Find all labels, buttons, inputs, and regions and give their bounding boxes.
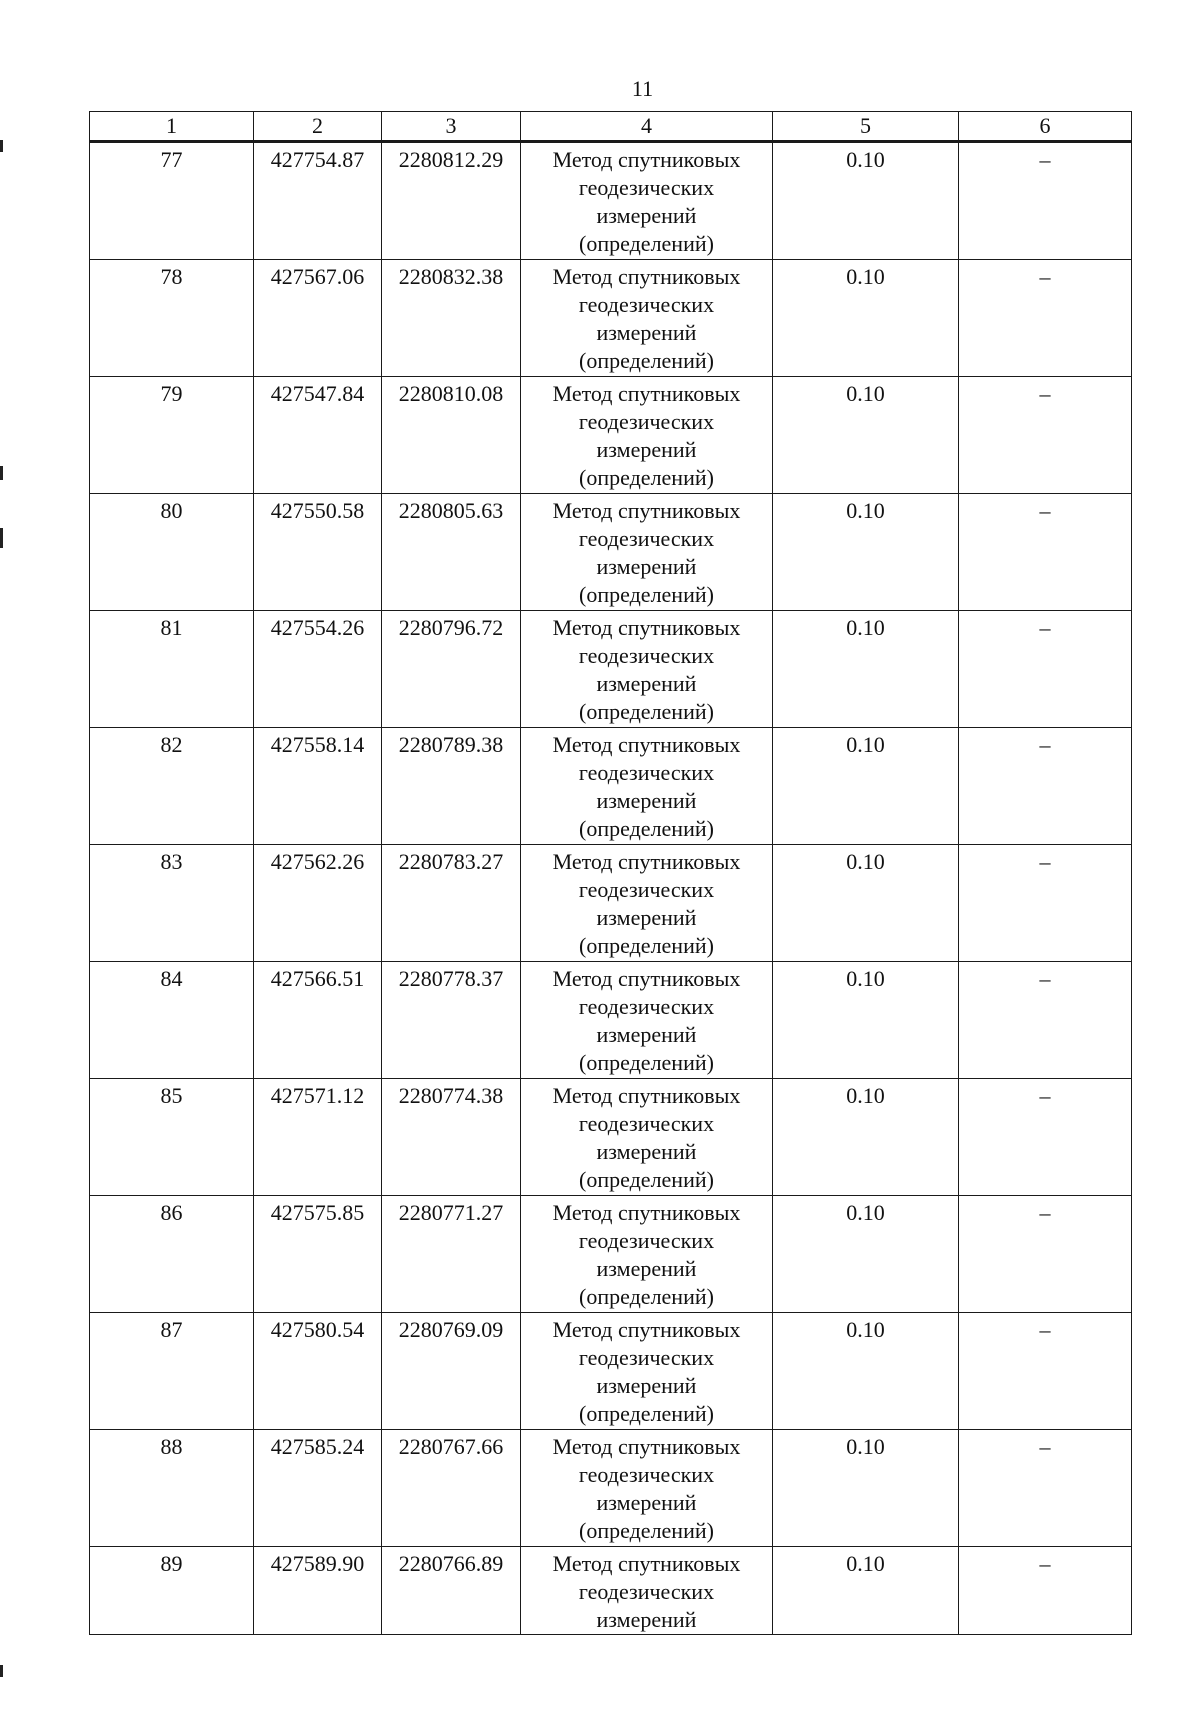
note-cell: – [959,1547,1132,1635]
method-cell [521,377,773,494]
method-line: измерений [596,1607,697,1632]
method-cell [521,142,773,260]
table-row [90,260,1132,377]
table-row [90,1547,1132,1635]
method-line: геодезических [578,1345,715,1370]
method-cell [521,1547,773,1635]
method-line: геодезических [578,1111,715,1136]
x-coordinate-cell: 427550.58 [254,494,382,611]
method-line: Метод спутниковых [552,381,741,406]
y-coordinate-cell: 2280767.66 [382,1430,521,1547]
x-coordinate-cell: 427566.51 [254,962,382,1079]
method-line: геодезических [578,1462,715,1487]
y-coordinate-cell: 2280783.27 [382,845,521,962]
point-number-cell: 78 [90,260,254,377]
method-line: Метод спутниковых [552,147,741,172]
y-coordinate-cell: 2280766.89 [382,1547,521,1635]
method-line: геодезических [578,292,715,317]
method-line: геодезических [578,1579,715,1604]
point-number-cell: 86 [90,1196,254,1313]
method-line: геодезических [578,409,715,434]
method-line: геодезических [578,1228,715,1253]
scan-artifact [0,1665,3,1677]
y-coordinate-cell: 2280771.27 [382,1196,521,1313]
column-header: 5 [773,112,959,142]
accuracy-cell: 0.10 [773,962,959,1079]
y-coordinate-cell: 2280769.09 [382,1313,521,1430]
method-cell [521,1430,773,1547]
x-coordinate-cell: 427562.26 [254,845,382,962]
note-cell: – [959,728,1132,845]
note-cell: – [959,142,1132,260]
accuracy-cell: 0.10 [773,1547,959,1635]
x-coordinate-cell: 427554.26 [254,611,382,728]
table-row [90,728,1132,845]
table-row [90,1430,1132,1547]
table-row [90,962,1132,1079]
point-number-cell: 84 [90,962,254,1079]
method-line: (определений) [579,1167,714,1192]
y-coordinate-cell: 2280774.38 [382,1079,521,1196]
x-coordinate-cell: 427547.84 [254,377,382,494]
y-coordinate-cell: 2280789.38 [382,728,521,845]
method-line: (определений) [579,699,714,724]
scan-artifact [0,528,3,548]
accuracy-cell: 0.10 [773,845,959,962]
point-number-cell: 88 [90,1430,254,1547]
note-cell: – [959,1313,1132,1430]
y-coordinate-cell: 2280832.38 [382,260,521,377]
method-cell [521,845,773,962]
method-line: измерений [596,671,697,696]
table-row [90,494,1132,611]
method-line: (определений) [579,933,714,958]
method-cell [521,260,773,377]
table-row [90,611,1132,728]
note-cell: – [959,1430,1132,1547]
method-line: (определений) [579,816,714,841]
column-header: 2 [254,112,382,142]
table-row [90,377,1132,494]
x-coordinate-cell: 427575.85 [254,1196,382,1313]
note-cell: – [959,1079,1132,1196]
x-coordinate-cell: 427754.87 [254,142,382,260]
scan-artifact [0,466,3,480]
x-coordinate-cell: 427571.12 [254,1079,382,1196]
method-line: (определений) [579,231,714,256]
coordinates-table [89,111,1132,1635]
method-cell [521,728,773,845]
accuracy-cell: 0.10 [773,260,959,377]
method-line: геодезических [578,877,715,902]
method-line: (определений) [579,1401,714,1426]
table-row [90,845,1132,962]
method-line: геодезических [578,175,715,200]
y-coordinate-cell: 2280796.72 [382,611,521,728]
accuracy-cell: 0.10 [773,1079,959,1196]
method-line: измерений [596,788,697,813]
method-cell [521,1196,773,1313]
method-line: измерений [596,320,697,345]
method-line: измерений [596,1490,697,1515]
point-number-cell: 81 [90,611,254,728]
method-line: Метод спутниковых [552,1434,741,1459]
point-number-cell: 89 [90,1547,254,1635]
method-line: измерений [596,554,697,579]
method-line: измерений [596,1256,697,1281]
method-line: Метод спутниковых [552,1083,741,1108]
method-line: измерений [596,905,697,930]
table-row [90,142,1132,260]
note-cell: – [959,377,1132,494]
x-coordinate-cell: 427567.06 [254,260,382,377]
y-coordinate-cell: 2280805.63 [382,494,521,611]
method-line: (определений) [579,1518,714,1543]
method-line: (определений) [579,582,714,607]
point-number-cell: 83 [90,845,254,962]
method-line: Метод спутниковых [552,966,741,991]
method-line: Метод спутниковых [552,1317,741,1342]
method-line: геодезических [578,760,715,785]
method-line: геодезических [578,994,715,1019]
note-cell: – [959,494,1132,611]
note-cell: – [959,260,1132,377]
method-line: (определений) [579,465,714,490]
x-coordinate-cell: 427589.90 [254,1547,382,1635]
point-number-cell: 79 [90,377,254,494]
point-number-cell: 87 [90,1313,254,1430]
column-header: 6 [959,112,1132,142]
accuracy-cell: 0.10 [773,1313,959,1430]
note-cell: – [959,845,1132,962]
table-row [90,1079,1132,1196]
method-line: геодезических [578,526,715,551]
method-line: измерений [596,1373,697,1398]
method-line: Метод спутниковых [552,732,741,757]
accuracy-cell: 0.10 [773,494,959,611]
y-coordinate-cell: 2280810.08 [382,377,521,494]
column-header: 4 [521,112,773,142]
method-line: Метод спутниковых [552,498,741,523]
table-row [90,1196,1132,1313]
method-line: (определений) [579,1050,714,1075]
method-cell [521,962,773,1079]
method-cell [521,494,773,611]
column-header: 1 [90,112,254,142]
column-header: 3 [382,112,521,142]
method-line: (определений) [579,1284,714,1309]
method-line: измерений [596,437,697,462]
note-cell: – [959,1196,1132,1313]
method-line: измерений [596,1022,697,1047]
method-line: Метод спутниковых [552,1551,741,1576]
method-cell [521,611,773,728]
method-line: геодезических [578,643,715,668]
method-line: измерений [596,203,697,228]
method-line: Метод спутниковых [552,615,741,640]
accuracy-cell: 0.10 [773,611,959,728]
point-number-cell: 80 [90,494,254,611]
table-row [90,1313,1132,1430]
accuracy-cell: 0.10 [773,377,959,494]
method-line: Метод спутниковых [552,849,741,874]
method-line: измерений [596,1139,697,1164]
method-line: Метод спутниковых [552,264,741,289]
method-line: (определений) [579,348,714,373]
table-body [90,142,1132,1635]
header-row [90,112,1132,142]
accuracy-cell: 0.10 [773,728,959,845]
method-cell [521,1079,773,1196]
point-number-cell: 82 [90,728,254,845]
x-coordinate-cell: 427558.14 [254,728,382,845]
y-coordinate-cell: 2280812.29 [382,142,521,260]
accuracy-cell: 0.10 [773,142,959,260]
point-number-cell: 77 [90,142,254,260]
point-number-cell: 85 [90,1079,254,1196]
note-cell: – [959,962,1132,1079]
x-coordinate-cell: 427580.54 [254,1313,382,1430]
method-line: Метод спутниковых [552,1200,741,1225]
accuracy-cell: 0.10 [773,1430,959,1547]
y-coordinate-cell: 2280778.37 [382,962,521,1079]
accuracy-cell: 0.10 [773,1196,959,1313]
scan-artifact [0,140,3,152]
method-cell [521,1313,773,1430]
note-cell: – [959,611,1132,728]
page-number: 11 [631,76,654,101]
x-coordinate-cell: 427585.24 [254,1430,382,1547]
